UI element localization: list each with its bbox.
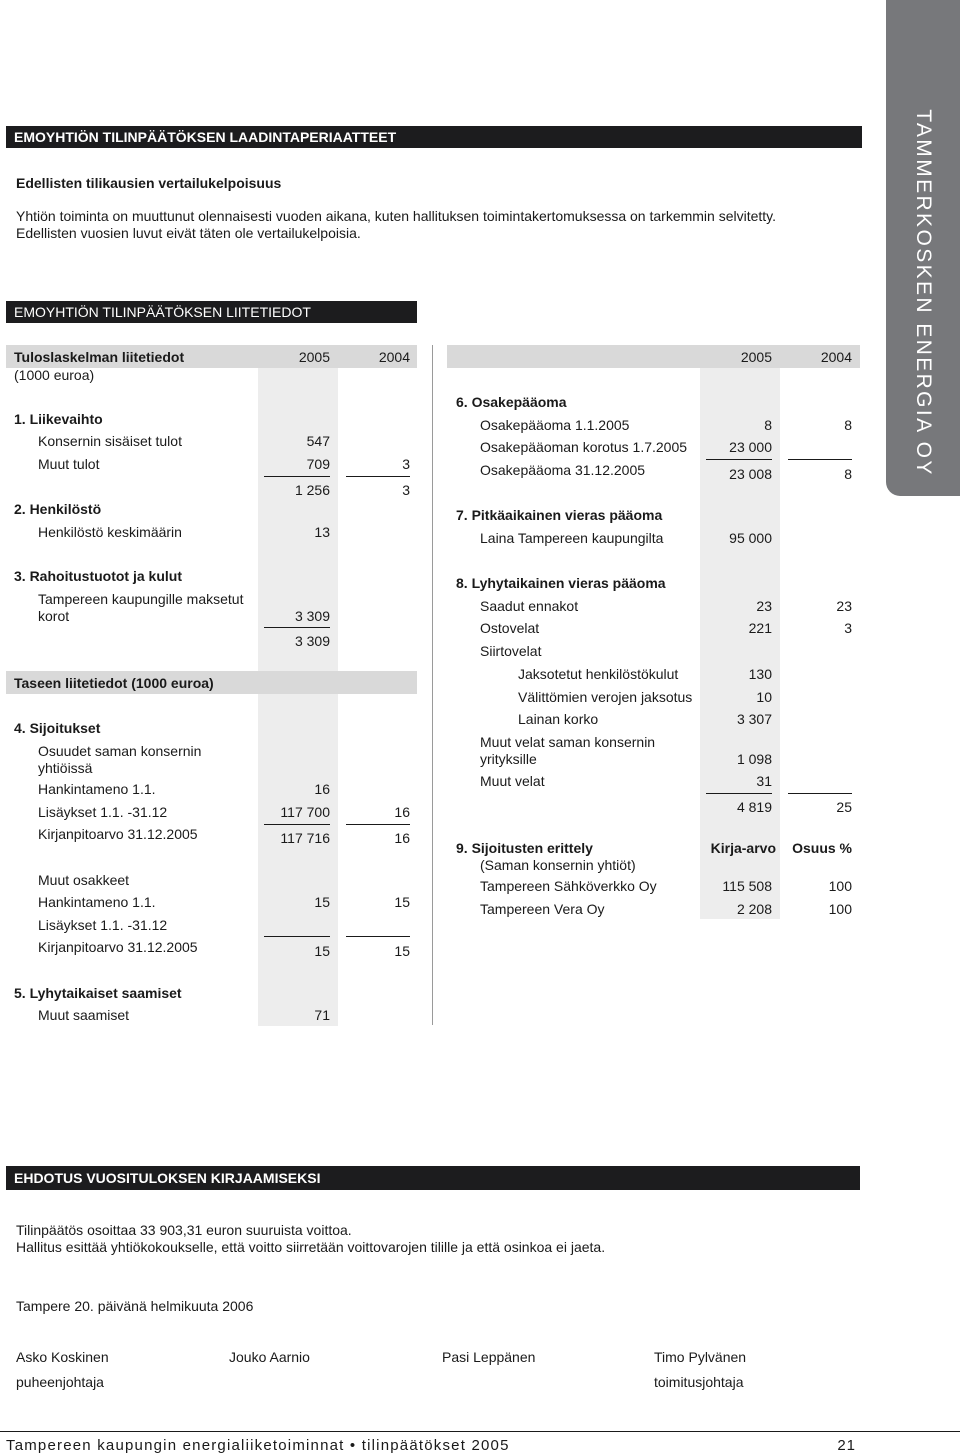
note-7-row-1-2005: 95 000 bbox=[729, 530, 772, 546]
signer-name: Jouko Aarnio bbox=[229, 1349, 310, 1365]
note-1-total-2005: 1 256 bbox=[294, 482, 330, 498]
note-4-g2-rule-2004 bbox=[346, 936, 410, 937]
note-8-sub-3-2005: 3 307 bbox=[736, 711, 772, 727]
place-date: Tampere 20. päivänä helmikuuta 2006 bbox=[16, 1298, 254, 1314]
note-4-g1-row-1-label: Hankintameno 1.1. bbox=[38, 781, 156, 797]
note-1-row-2-label: Muut tulot bbox=[38, 456, 100, 472]
note-4-g1-row-3-label: Kirjanpitoarvo 31.12.2005 bbox=[38, 826, 198, 842]
note-9-row-2-share: 100 bbox=[828, 901, 852, 917]
note-4-g2-rule-2005 bbox=[264, 936, 330, 937]
note-3-title: 3. Rahoitustuotot ja kulut bbox=[14, 568, 182, 584]
note-8-row-4-label-b: yrityksille bbox=[480, 751, 537, 767]
note-9-subtitle: (Saman konsernin yhtiöt) bbox=[480, 857, 636, 873]
note-9-row-2-value: 2 208 bbox=[736, 901, 772, 917]
note-6-row-1-2004: 8 bbox=[844, 417, 852, 433]
note-1-rule-2005 bbox=[264, 476, 330, 477]
page-number: 21 bbox=[837, 1437, 856, 1454]
note-6-row-1-label: Osakepääoma 1.1.2005 bbox=[480, 417, 630, 433]
footer-rule bbox=[0, 1431, 960, 1432]
note-8-row-4-2005: 1 098 bbox=[736, 751, 772, 767]
proposal-line-1: Tilinpäätös osoittaa 33 903,31 euron suuruista voittoa. bbox=[16, 1222, 352, 1238]
policies-subtitle: Edellisten tilikausien vertailukelpoisuus bbox=[16, 175, 282, 191]
note-8-total-2004: 25 bbox=[836, 799, 852, 815]
note-4-g1-row-3-2004: 16 bbox=[394, 830, 410, 846]
note-4-g2-row-1-2004: 15 bbox=[394, 894, 410, 910]
signer-role: puheenjohtaja bbox=[16, 1374, 104, 1390]
income-title: Tuloslaskelman liitetiedot bbox=[14, 349, 185, 365]
note-1-row-2-2004: 3 bbox=[402, 456, 410, 472]
note-8-title: 8. Lyhytaikainen vieras pääoma bbox=[456, 575, 666, 591]
right-col-2005: 2005 bbox=[740, 349, 772, 365]
note-9-row-1-label: Tampereen Sähköverkko Oy bbox=[480, 878, 657, 894]
note-8-sub-2-label: Välittömien verojen jaksotus bbox=[518, 689, 693, 705]
note-8-row-3-label: Siirtovelat bbox=[480, 643, 542, 659]
note-8-row-5-label: Muut velat bbox=[480, 773, 545, 789]
note-8-sub-2-2005: 10 bbox=[756, 689, 772, 705]
policies-line-1: Yhtiön toiminta on muuttunut olennaisesti vuoden aikana, kuten hallituksen toimintakertomuksessa on tarkemmin selvitetty. bbox=[16, 208, 777, 224]
note-4-g2-row-3-2005: 15 bbox=[314, 943, 330, 959]
note-5-row-1-2005: 71 bbox=[314, 1007, 330, 1023]
note-8-row-1-2005: 23 bbox=[756, 598, 772, 614]
note-4-g1-row-2-2004: 16 bbox=[394, 804, 410, 820]
note-8-sub-3-label: Lainan korko bbox=[518, 711, 599, 727]
proposal-line-2: Hallitus esittää yhtiökokoukselle, että voitto siirretään voittovarojen tilille ja että osinkoa ei jaeta. bbox=[16, 1239, 606, 1255]
note-6-rule-2005 bbox=[706, 459, 772, 460]
note-4-g1-row-1-2005: 16 bbox=[314, 781, 330, 797]
policies-header: EMOYHTIÖN TILINPÄÄTÖKSEN LAADINTAPERIAATTEET bbox=[6, 126, 862, 148]
note-3-row-1-label-a: Tampereen kaupungille maksetut bbox=[38, 591, 244, 607]
signer-name: Asko Koskinen bbox=[16, 1349, 109, 1365]
note-8-total-2005: 4 819 bbox=[736, 799, 772, 815]
note-4-g1-row-3-2005: 117 716 bbox=[280, 830, 330, 846]
note-3-row-1-2005: 3 309 bbox=[294, 608, 330, 624]
left-divider bbox=[432, 345, 433, 1025]
note-1-title: 1. Liikevaihto bbox=[14, 411, 103, 427]
note-8-row-1-label: Saadut ennakot bbox=[480, 598, 579, 614]
note-8-row-2-2005: 221 bbox=[748, 620, 772, 636]
signer-name: Timo Pylvänen bbox=[654, 1349, 747, 1365]
note-4-group-2-label: Muut osakkeet bbox=[38, 872, 130, 888]
note-8-row-1-2004: 23 bbox=[836, 598, 852, 614]
note-7-row-1-label: Laina Tampereen kaupungilta bbox=[480, 530, 664, 546]
note-8-row-4-label-a: Muut velat saman konsernin bbox=[480, 734, 656, 750]
note-6-rule-2004 bbox=[788, 459, 852, 460]
note-4-g2-row-3-label: Kirjanpitoarvo 31.12.2005 bbox=[38, 939, 198, 955]
note-3-rule-2005 bbox=[264, 627, 330, 628]
note-5-title: 5. Lyhytaikaiset saamiset bbox=[14, 985, 182, 1001]
note-4-g2-row-2-label: Lisäykset 1.1. -31.12 bbox=[38, 917, 168, 933]
note-4-g2-row-1-2005: 15 bbox=[314, 894, 330, 910]
policies-line-2: Edellisten vuosien luvut eivät täten ole vertailukelpoisia. bbox=[16, 225, 361, 241]
right-col-2004: 2004 bbox=[820, 349, 852, 365]
balance-title: Taseen liitetiedot (1000 euroa) bbox=[14, 675, 214, 691]
note-2-title: 2. Henkilöstö bbox=[14, 501, 102, 517]
note-1-row-1-2005: 547 bbox=[306, 433, 330, 449]
note-1-row-2-2005: 709 bbox=[306, 456, 330, 472]
note-9-row-1-value: 115 508 bbox=[722, 878, 772, 894]
note-9-col-a: Kirja-arvo bbox=[710, 840, 776, 856]
note-8-rule-2004 bbox=[788, 793, 852, 794]
note-4-g2-row-3-2004: 15 bbox=[394, 943, 410, 959]
note-9-col-b: Osuus % bbox=[792, 840, 852, 856]
signer-name: Pasi Leppänen bbox=[442, 1349, 536, 1365]
note-6-row-2-2005: 23 000 bbox=[729, 439, 772, 455]
proposal-header: EHDOTUS VUOSITULOKSEN KIRJAAMISEKSI bbox=[6, 1166, 860, 1190]
note-6-row-3-2005: 23 008 bbox=[729, 466, 772, 482]
note-3-row-1-label-b: korot bbox=[38, 608, 70, 624]
note-4-g2-row-1-label: Hankintameno 1.1. bbox=[38, 894, 156, 910]
signer-role: toimitusjohtaja bbox=[654, 1374, 744, 1390]
note-1-row-1-label: Konsernin sisäiset tulot bbox=[38, 433, 182, 449]
note-2-row-1-2005: 13 bbox=[314, 524, 330, 540]
note-1-total-2004: 3 bbox=[402, 482, 410, 498]
left-col-2004: 2004 bbox=[378, 349, 410, 365]
note-4-g1-row-2-label: Lisäykset 1.1. -31.12 bbox=[38, 804, 168, 820]
note-8-row-5-2005: 31 bbox=[756, 773, 772, 789]
note-8-row-2-2004: 3 bbox=[844, 620, 852, 636]
note-4-g1-row-2-2005: 117 700 bbox=[280, 804, 330, 820]
note-7-title: 7. Pitkäaikainen vieras pääoma bbox=[456, 507, 663, 523]
note-6-row-1-2005: 8 bbox=[764, 417, 772, 433]
note-6-row-3-2004: 8 bbox=[844, 466, 852, 482]
note-4-g1-rule-2004 bbox=[346, 824, 410, 825]
note-5-row-1-label: Muut saamiset bbox=[38, 1007, 130, 1023]
note-8-sub-1-label: Jaksotetut henkilöstökulut bbox=[518, 666, 679, 682]
note-1-rule-2004 bbox=[346, 476, 410, 477]
note-6-row-2-label: Osakepääoman korotus 1.7.2005 bbox=[480, 439, 688, 455]
note-2-row-1-label: Henkilöstö keskimäärin bbox=[38, 524, 182, 540]
footer-text: Tampereen kaupungin energialiiketoiminnat • tilinpäätökset 2005 bbox=[6, 1437, 510, 1454]
note-6-title: 6. Osakepääoma bbox=[456, 394, 567, 410]
note-9-title: 9. Sijoitusten erittely bbox=[456, 840, 593, 856]
note-9-row-1-share: 100 bbox=[828, 878, 852, 894]
note-4-group-1-label-a: Osuudet saman konsernin bbox=[38, 743, 202, 759]
note-6-row-3-label: Osakepääoma 31.12.2005 bbox=[480, 462, 646, 478]
note-4-g1-rule-2005 bbox=[264, 824, 330, 825]
note-4-group-1-label-b: yhtiöissä bbox=[38, 760, 93, 776]
note-4-title: 4. Sijoitukset bbox=[14, 720, 101, 736]
notes-header: EMOYHTIÖN TILINPÄÄTÖKSEN LIITETIEDOT bbox=[6, 301, 417, 323]
note-9-row-2-label: Tampereen Vera Oy bbox=[480, 901, 605, 917]
note-8-sub-1-2005: 130 bbox=[748, 666, 772, 682]
income-unit: (1000 euroa) bbox=[14, 367, 95, 383]
note-3-total-2005: 3 309 bbox=[294, 633, 330, 649]
note-8-rule-2005 bbox=[706, 793, 772, 794]
note-8-row-2-label: Ostovelat bbox=[480, 620, 540, 636]
left-col-2005: 2005 bbox=[298, 349, 330, 365]
